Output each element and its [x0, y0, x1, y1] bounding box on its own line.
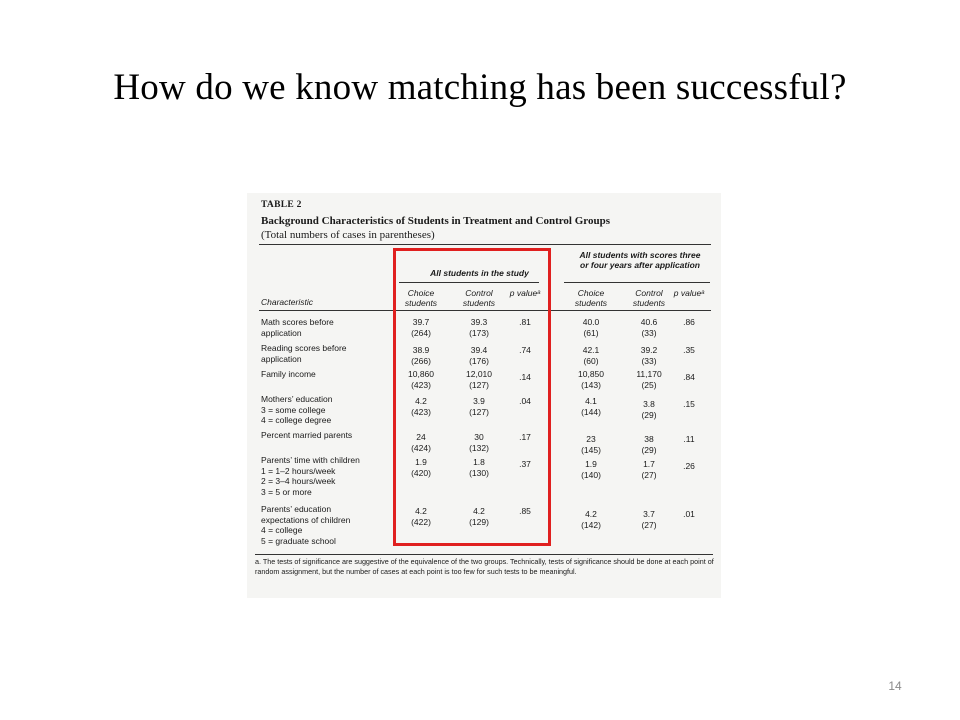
cell-choice: 4.2 (423) [411, 396, 431, 417]
cell-choice-later: 4.2 (142) [581, 509, 601, 530]
highlight-box [393, 248, 551, 546]
cell-choice-later: 10,850 (143) [578, 369, 604, 390]
cell-p-value-later: .86 [683, 317, 695, 327]
cell-control-later: 3.8 (29) [641, 399, 657, 420]
cell-choice: 24 (424) [411, 432, 431, 453]
row-label-reading: Reading scores before application [261, 343, 347, 364]
cell-p-value: .17 [519, 432, 531, 442]
cell-control-later: 3.7 (27) [641, 509, 657, 530]
col-header-control: Control students [462, 288, 496, 308]
cell-choice-later: 40.0 (61) [582, 317, 600, 338]
cell-control-later: 11,170 (25) [636, 369, 662, 390]
top-rule [259, 244, 711, 245]
cell-control-later: 38 (29) [641, 434, 657, 455]
cell-choice-later: 42.1 (60) [582, 345, 600, 366]
cell-control-later: 40.6 (33) [640, 317, 658, 338]
row-label-married-parents: Percent married parents [261, 430, 353, 440]
group-right-rule [564, 282, 710, 283]
row-label-math: Math scores before application [261, 317, 334, 338]
table-footnote: a. The tests of significance are suggestive of the equivalence of the two groups. Technically, tests of significance should be done at each point of random assignment, but the number of cases at each point is too few for such tests to be meaningful. [255, 557, 714, 576]
cell-choice-later: 1.9 (140) [581, 459, 601, 480]
cell-choice: 4.2 (422) [411, 506, 431, 527]
table-subtitle: (Total numbers of cases in parentheses) [261, 229, 435, 241]
col-header-p-value-later: p valueᵃ [673, 288, 705, 298]
group-header-all-students: All students in the study [430, 268, 529, 278]
row-label-family-income: Family income [261, 369, 316, 379]
cell-choice: 10,860 (423) [408, 369, 434, 390]
page-number: 14 [888, 679, 902, 693]
cell-p-value: .14 [519, 372, 531, 382]
cell-control-later: 1.7 (27) [641, 459, 657, 480]
slide-title: How do we know matching has been successful? [113, 67, 847, 108]
row-label-parents-expectations: Parents’ education expectations of children 4 = college 5 = graduate school [261, 504, 351, 546]
row-label-parents-time: Parents’ time with children 1 = 1–2 hours/week 2 = 3–4 hours/week 3 = 5 or more [261, 455, 360, 497]
col-header-p-value: p valueᵃ [509, 288, 541, 298]
cell-control: 1.8 (130) [469, 457, 489, 478]
cell-p-value-later: .15 [683, 399, 695, 409]
cell-control: 30 (132) [469, 432, 489, 453]
cell-control: 39.4 (176) [469, 345, 489, 366]
col-header-control-later: Control students [632, 288, 666, 308]
group-header-students-with-scores: All students with scores three or four years after application [579, 250, 701, 270]
row-label-mothers-education: Mothers’ education 3 = some college 4 = college degree [261, 394, 333, 425]
characteristic-header: Characteristic [261, 297, 313, 307]
table-label: TABLE 2 [261, 200, 302, 210]
cell-control: 39.3 (173) [469, 317, 489, 338]
cell-control: 3.9 (127) [469, 396, 489, 417]
cell-p-value: .85 [519, 506, 531, 516]
cell-control: 4.2 (129) [469, 506, 489, 527]
table-title: Background Characteristics of Students in Treatment and Control Groups [261, 215, 610, 227]
cell-control-later: 39.2 (33) [640, 345, 658, 366]
cell-p-value: .81 [519, 317, 531, 327]
cell-p-value-later: .35 [683, 345, 695, 355]
cell-p-value: .74 [519, 345, 531, 355]
cell-p-value: .04 [519, 396, 531, 406]
cell-choice-later: 23 (145) [581, 434, 601, 455]
cell-control: 12,010 (127) [466, 369, 492, 390]
cell-p-value-later: .84 [683, 372, 695, 382]
col-header-choice: Choice students [404, 288, 438, 308]
cell-choice-later: 4.1 (144) [581, 396, 601, 417]
cell-choice: 39.7 (264) [411, 317, 431, 338]
col-header-choice-later: Choice students [574, 288, 608, 308]
cell-p-value: .37 [519, 459, 531, 469]
cell-choice: 1.9 (420) [411, 457, 431, 478]
cell-choice: 38.9 (266) [411, 345, 431, 366]
cell-p-value-later: .11 [683, 434, 695, 444]
cell-p-value-later: .01 [683, 509, 695, 519]
footnote-rule [255, 554, 713, 555]
cell-p-value-later: .26 [683, 461, 695, 471]
